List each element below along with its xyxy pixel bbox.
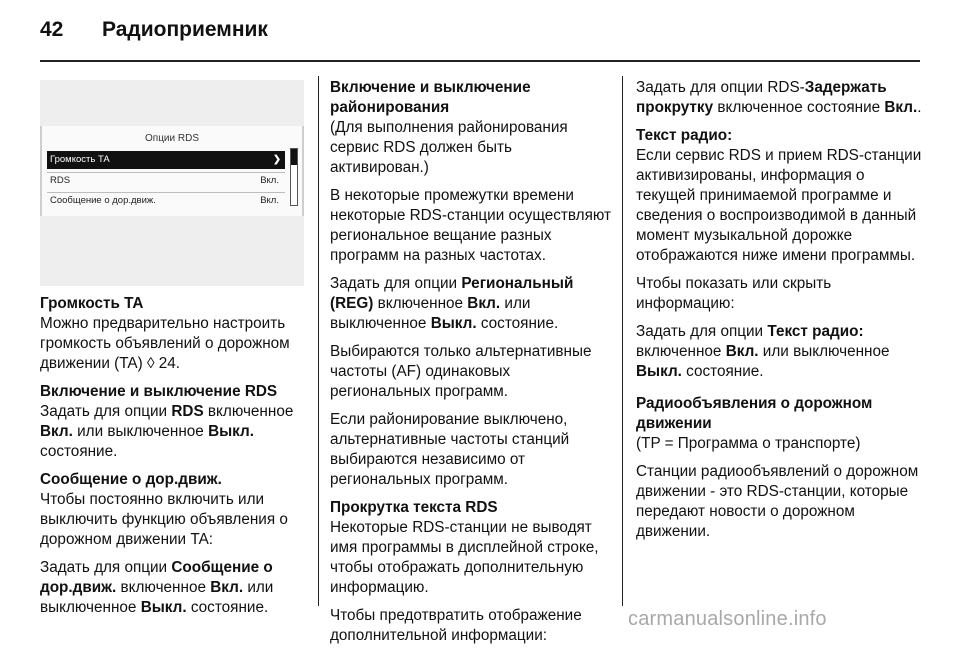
heading-regionalization: Включение и выключение районирования: [330, 79, 531, 116]
scrollbar-thumb[interactable]: [291, 149, 297, 165]
screen-title: Опции RDS: [145, 133, 199, 144]
paragraph: (Для выполнения районирования сервис RDS должен быть активирован.): [330, 119, 568, 176]
column-divider-2: [622, 76, 623, 606]
menu-row-label: RDS: [50, 175, 71, 186]
heading-ta-volume: Громкость TA: [40, 295, 144, 312]
heading-traffic-announcements: Радиообъявления о дорожном движении: [636, 395, 873, 432]
heading-rds-toggle: Включение и выключение RDS: [40, 383, 278, 400]
header-divider: [40, 60, 920, 62]
display-screen: [40, 126, 304, 216]
paragraph: Выбираются только альтернативные частоты (AF) одинаковых региональных программ.: [330, 343, 592, 400]
paragraph: Чтобы постоянно включить или выключить функцию объявления о дорожном движении TA:: [40, 491, 288, 548]
paragraph: Задать для опции Сообщение о дор.движ. включенное Вкл. или выключенное Выкл. состояние.: [40, 559, 274, 616]
menu-row-rds[interactable]: [47, 172, 285, 190]
rds-options-screenshot: [40, 80, 304, 286]
page-number: 42: [40, 18, 64, 41]
scrollbar[interactable]: [290, 148, 298, 206]
column-3: [636, 78, 926, 550]
watermark: carmanualsonline.info: [628, 608, 827, 630]
chevron-right-icon: ❯: [273, 154, 281, 165]
menu-row-label: Сообщение о дор.движ.: [50, 195, 156, 206]
menu-row-label: Громкость ТА: [50, 154, 110, 165]
paragraph: Если районирование выключено, альтернативные частоты станций выбираются независимо от региональных программ.: [330, 411, 570, 488]
paragraph: В некоторые промежутки времени некоторые RDS-станции осуществляют региональное вещание разных программ на разных частотах.: [330, 187, 612, 264]
heading-radio-text: Текст радио:: [636, 127, 733, 144]
paragraph: Чтобы предотвратить отображение дополнительной информации:: [330, 607, 582, 644]
paragraph: (TP = Программа о транспорте): [636, 435, 861, 452]
menu-row-ta-volume[interactable]: [47, 151, 285, 169]
paragraph: Задать для опции RDS-Задержать прокрутку включенное состояние Вкл..: [636, 79, 922, 116]
paragraph: Если сервис RDS и прием RDS-станции активизированы, информация о текущей принимаемой программе и сведения о воспроизводимой в данный момент музыкальной дорожке отображаются ниже имени программы.: [636, 147, 922, 264]
paragraph: Можно предварительно настроить громкость объявлений о дорожном движении (TA) ◊ 24.: [40, 315, 290, 372]
heading-traffic-message: Сообщение о дор.движ.: [40, 471, 222, 488]
page-title: Радиоприемник: [102, 18, 268, 41]
heading-rds-text-scroll: Прокрутка текста RDS: [330, 499, 498, 516]
column-2: [330, 78, 612, 654]
menu-row-traffic-message[interactable]: [47, 192, 285, 210]
paragraph: Задать для опции RDS включенное Вкл. или выключенное Выкл. состояние.: [40, 403, 294, 460]
menu-row-value: Вкл.: [260, 195, 279, 206]
menu-row-value: Вкл.: [260, 175, 279, 186]
paragraph: Задать для опции Текст радио: включенное Вкл. или выключенное Выкл. состояние.: [636, 323, 890, 380]
paragraph: Чтобы показать или скрыть информацию:: [636, 275, 832, 312]
column-divider-1: [318, 76, 319, 606]
paragraph: Задать для опции Региональный (REG) включенное Вкл. или выключенное Выкл. состояние.: [330, 275, 574, 332]
paragraph: Некоторые RDS-станции не выводят имя программы в дисплейной строке, чтобы отображать дополнительную информацию.: [330, 519, 599, 596]
paragraph: Станции радиообъявлений о дорожном движении - это RDS-станции, которые передают новости о дорожном движении.: [636, 463, 919, 540]
column-1: [40, 294, 306, 626]
